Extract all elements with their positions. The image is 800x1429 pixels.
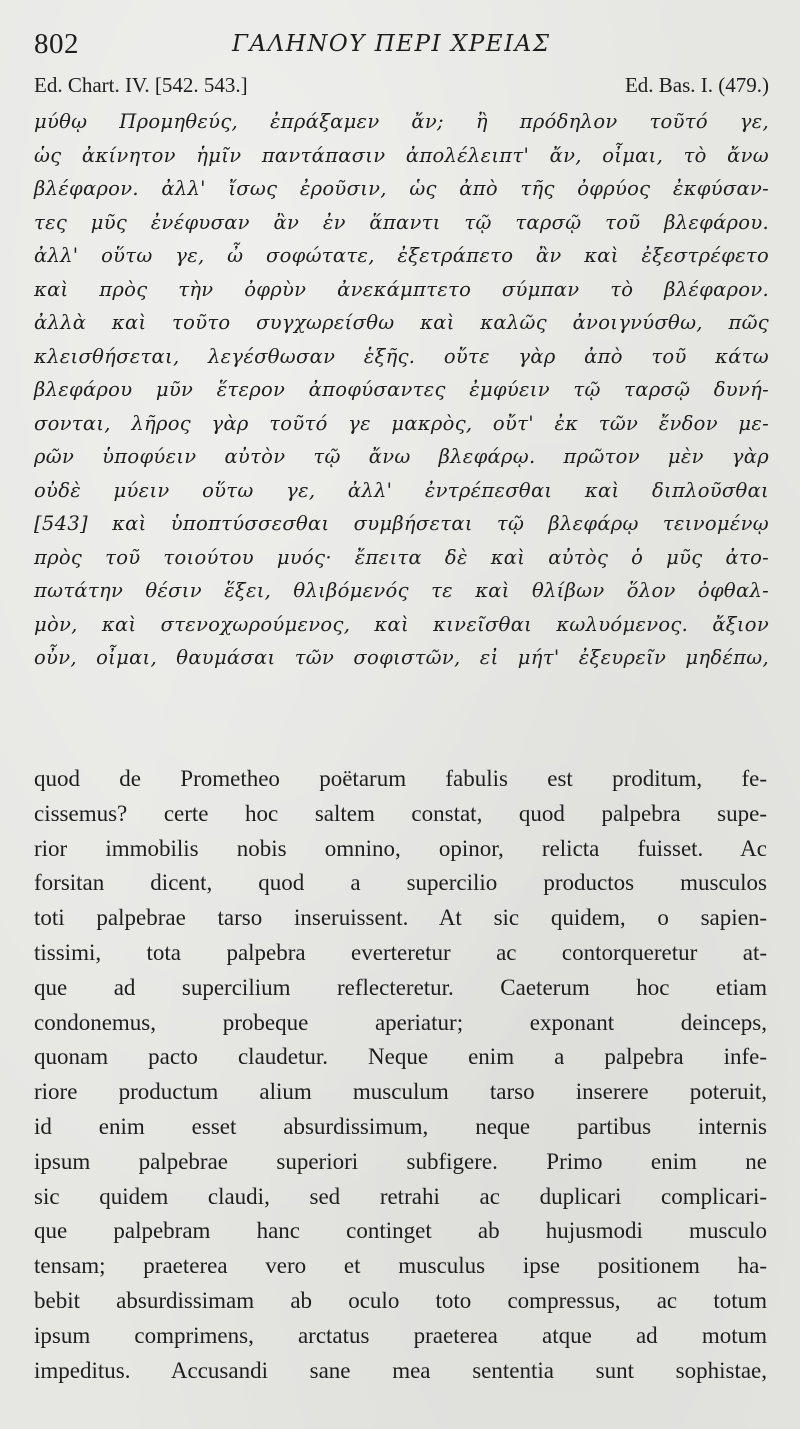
greek-line: κλεισθήσεται, λεγέσθωσαν ἑξῆς. οὔτε γὰρ ἀπὸ τοῦ κάτω xyxy=(34,344,769,368)
greek-line: ὡς ἀκίνητον ἡμῖν παντάπασιν ἀπολέλειπτ' ἄν, οἶμαι, τὸ ἄνω xyxy=(34,143,769,167)
greek-line: μὸν, καὶ στενοχωρούμενος, καὶ κινεῖσθαι κωλυόμενος. ἄξιον xyxy=(34,612,769,636)
latin-line: quonam pacto claudetur. Neque enim a palpebra infe- xyxy=(34,1044,767,1070)
latin-line: rior immobilis nobis omnino, opinor, relicta fuisset. Ac xyxy=(34,835,767,861)
latin-line: ipsum palpebrae superiori subfigere. Primo enim ne xyxy=(34,1148,767,1174)
latin-line: tensam; praeterea vero et musculus ipse positionem ha- xyxy=(34,1253,767,1279)
greek-line: ρῶν ὑποφύειν αὐτὸν τῷ ἄνω βλεφάρῳ. πρῶτον μὲν γὰρ xyxy=(34,445,769,468)
latin-line: forsitan dicent, quod a supercilio productos musculos xyxy=(34,870,767,896)
latin-line: id enim esset absurdissimum, neque partibus internis xyxy=(34,1113,767,1139)
greek-line: τες μῦς ἐνέφυσαν ἂν ἐν ἅπαντι τῷ ταρσῷ τοῦ βλεφάρου. xyxy=(34,210,769,234)
latin-line: impeditus. Accusandi sane mea sententia sunt sophistae, xyxy=(34,1357,767,1383)
latin-text-block xyxy=(34,762,767,1388)
greek-line: [543] καὶ ὑποπτύσσεσθαι συμβήσεται τῷ βλεφάρῳ τεινομένῳ xyxy=(34,512,769,535)
running-title: ΓΑΛΗΝΟΥ ΠΕΡΙ ΧΡΕΙΑΣ xyxy=(232,31,551,57)
greek-line: καὶ πρὸς τὴν ὀφρὺν ἀνεκάμπτετο σύμπαν τὸ βλέφαρον. xyxy=(34,277,769,301)
latin-line: ipsum comprimens, arctatus praeterea atque ad motum xyxy=(34,1322,767,1348)
greek-line: οὐδὲ μύειν οὕτω γε, ἀλλ' ἐντρέπεσθαι καὶ διπλοῦσθαι xyxy=(34,478,769,502)
latin-line: riore productum alium musculum tarso inserere poteruit, xyxy=(34,1079,767,1105)
page-header xyxy=(34,28,774,64)
greek-line: βλεφάρου μῦν ἕτερον ἀποφύσαντες ἐμφύειν τῷ ταρσῷ δυνή- xyxy=(34,378,769,401)
latin-line: que ad supercilium reflecteretur. Caeterum hoc etiam xyxy=(34,974,767,1000)
greek-line: πωτάτην θέσιν ἕξει, θλιβόμενός τε καὶ θλίβων ὅλον ὀφθαλ- xyxy=(34,579,769,602)
greek-line: οὖν, οἶμαι, θαυμάσαι τῶν σοφιστῶν, εἰ μήτ' ἐξευρεῖν μηδέπω, xyxy=(34,646,769,669)
latin-line: bebit absurdissimam ab oculo toto compressus, ac totum xyxy=(34,1287,767,1313)
latin-line: toti palpebrae tarso inseruissent. At sic quidem, o sapien- xyxy=(34,905,767,931)
edition-reference-line xyxy=(34,73,769,103)
latin-line: sic quidem claudi, sed retrahi ac duplicari complicari- xyxy=(34,1183,767,1209)
greek-line: σονται, λῆρος γὰρ τοῦτό γε μακρὸς, οὔτ' ἐκ τῶν ἔνδον με- xyxy=(34,411,769,435)
edition-chartier-ref: Ed. Chart. IV. [542. 543.] xyxy=(34,73,248,97)
greek-line: πρὸς τοῦ τοιούτου μυός· ἔπειτα δὲ καὶ αὐτὸς ὁ μῦς ἀτο- xyxy=(34,545,769,569)
latin-line: cissemus? certe hoc saltem constat, quod palpebra supe- xyxy=(34,800,767,826)
latin-line: tissimi, tota palpebra everteretur ac contorqueretur at- xyxy=(34,939,767,965)
edition-basel-ref: Ed. Bas. I. (479.) xyxy=(624,73,769,97)
greek-line: ἀλλὰ καὶ τοῦτο συγχωρείσθω καὶ καλῶς ἀνοιγνύσθω, πῶς xyxy=(34,311,769,334)
greek-text-block xyxy=(34,105,769,675)
greek-line: ἀλλ' οὕτω γε, ὦ σοφώτατε, ἐξετράπετο ἂν καὶ ἐξεστρέφετο xyxy=(34,244,769,267)
latin-line: quod de Prometheo poëtarum fabulis est proditum, fe- xyxy=(34,766,767,791)
latin-line: condonemus, probeque aperiatur; exponant deinceps, xyxy=(34,1009,767,1035)
greek-line: βλέφαρον. ἀλλ' ἴσως ἐροῦσιν, ὡς ἀπὸ τῆς ὀφρύος ἐκφύσαν- xyxy=(34,177,769,200)
latin-line: que palpebram hanc continget ab hujusmodi musculo xyxy=(34,1218,767,1244)
page-number: 802 xyxy=(34,28,79,60)
greek-line: μύθῳ Προμηθεύς, ἐπράξαμεν ἄν; ἢ πρόδηλον τοῦτό γε, xyxy=(34,110,769,133)
